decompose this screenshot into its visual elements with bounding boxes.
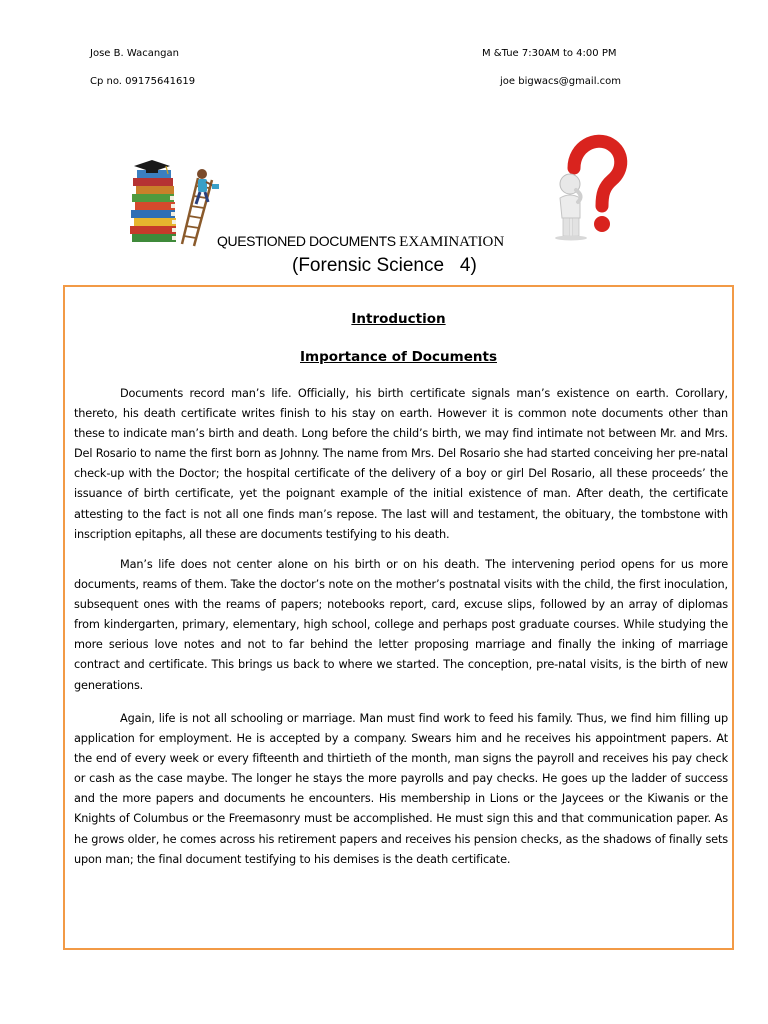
body-paragraph: Man’s life does not center alone on his birth or on his death. The intervening period opens for us more documents, reams of them. Take the doctor’s note on the mother’s postnatal visits with the child, the first inoculation, subsequent ones with the reams of papers; notebooks report, card, excuse slips, followed by an array of diplomas from kindergarten, primary, elementary, high school, college and perhaps post graduate courses. While studying the more serious love notes and not to far behind the letter proposing marriage and finally the inking of marriage contract and certificate. This brings us back to where we started. The conception, pre-natal visits, is the birth of new generations. bbox=[74, 558, 728, 692]
email-address: joe bigwacs@gmail.com bbox=[500, 76, 622, 87]
course-subtitle: (Forensic Science 4) bbox=[292, 255, 477, 276]
books-ladder-icon bbox=[126, 160, 226, 250]
course-title bbox=[217, 233, 504, 250]
question-mark-person-icon bbox=[538, 132, 644, 244]
introduction-heading: Introduction bbox=[351, 311, 446, 327]
importance-heading: Importance of Documents bbox=[300, 349, 497, 365]
content-box bbox=[63, 285, 734, 950]
course-title-part1: QUESTIONED DOCUMENTS bbox=[217, 233, 400, 249]
body-paragraph: Documents record man’s life. Officially, his birth certificate signals man’s existence on earth. Corollary, thereto, his death certificate writes finish to his stay on earth. However it is common note documents other than these to indicate man’s birth and death. Long before the child’s birth, we may find intimate not between Mr. and Mrs. Del Rosario to name the first born as Johnny. The name from Mrs. Del Rosario she had started conceiving her pre-natal check-up with the Doctor; the hospital certificate of the delivery of a boy or girl Del Rosario, all these proceeds’ the issuance of birth certificate, yet the poignant example of the initial existence of man. After death, the certificate attesting to the fact is not all one finds man’s repose. The last will and testament, the obituary, the tombstone with inscription epitaphs, all these are documents testifying to his death. bbox=[74, 387, 728, 541]
phone-number: Cp no. 09175641619 bbox=[90, 76, 196, 87]
author-name: Jose B. Wacangan bbox=[90, 48, 179, 59]
body-paragraph: Again, life is not all schooling or marriage. Man must find work to feed his family. Thus, we find him filling up application for employment. He is accepted by a company. Swears him and he receives his appointment papers. At the end of every week or every fifteenth and thirtieth of the month, man signs the payroll and receives his pay check or cash as the case maybe. The longer he stays the more payrolls and pay checks. He goes up the ladder of success and the more papers and documents he encounters. His membership in Lions or the Jaycees or the Kiwanis or the Knights of Columbus or the Freemasonry must be accomplished. He must sign this and that communication paper. As he grows older, he comes across his retirement papers and receives his pension checks, as the shadows of finally sets upon man; the final document testifying to his demises is the death certificate. bbox=[74, 712, 728, 866]
course-title-part2: EXAMINATION bbox=[399, 234, 505, 250]
class-schedule: M &Tue 7:30AM to 4:00 PM bbox=[482, 48, 617, 59]
